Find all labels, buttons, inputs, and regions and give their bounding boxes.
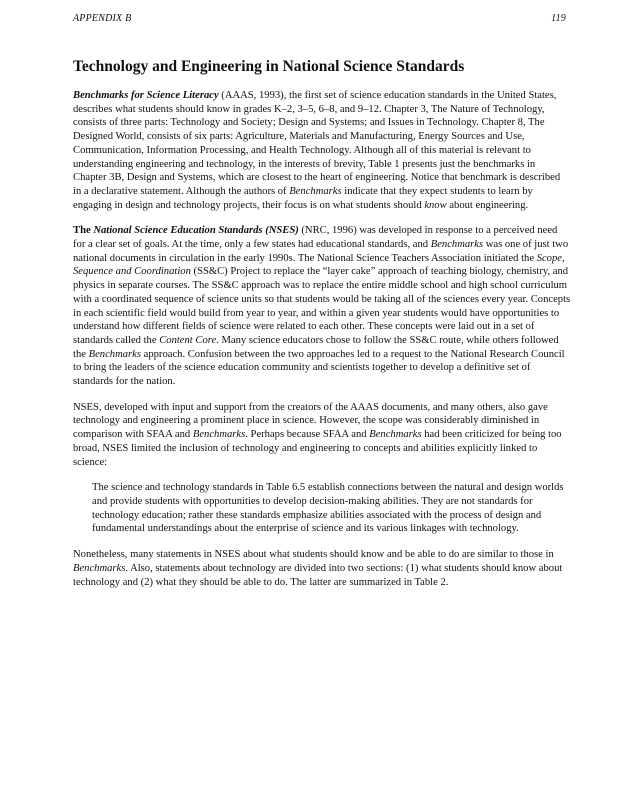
p2-text-3: (SS&C) Project to replace the “layer cake” approach of teaching biology, chemistry, and physics in separate courses. The SS&C approach was to replace the entire middle school and high school curriculum with a coordinated sequence of science units so that students would be taking all of the sciences every year. Concepts in each scientific field would build from year to year, and within a given year students would have opportunities to understand how different fields of science were related to each other. These concepts were laid out in a set of standards called the	[73, 266, 571, 346]
p1-text-2: indicate that they expect students to learn by engaging in design and technology projects, their focus is on what students should	[73, 185, 533, 211]
paragraph-nses-scope	[73, 401, 571, 470]
p1-italic-1: Benchmarks	[289, 185, 342, 197]
p2-text-4: . Many science educators chose to follow the SS&C route, while others followed the	[73, 334, 559, 360]
header-appendix-label: APPENDIX B	[73, 13, 132, 24]
p4-text-2: . Also, statements about technology are divided into two sections: (1) what students should know about technology and (2) what they should be able to do. The latter are summarized in Table 2.	[73, 562, 563, 588]
p3-text-2: . Perhaps because SFAA and	[245, 429, 370, 441]
paragraph-benchmarks	[73, 89, 571, 212]
p3-italic-1: Benchmarks	[192, 429, 246, 441]
p2-italic-3: Content Core	[159, 334, 217, 346]
p3-text-1: NSES, developed with input and support from the creators of the AAAS documents, and many others, also gave technology and engineering a prominent place in science. However, the scope was considerably diminished in comparison with SFAA and	[73, 401, 548, 441]
running-header	[73, 13, 566, 24]
p2-italic-1: Benchmarks	[430, 239, 484, 251]
p1-text-3: about engineering.	[446, 199, 529, 211]
p2-text-1: (NRC, 1996) was developed in response to a perceived need for a clear set of goals. At the time, only a few states had educational standards, and	[73, 225, 558, 251]
p4-text-1: Nonetheless, many statements in NSES about what students should know and be able to do are similar to those in	[73, 549, 554, 561]
p4-italic-1: Benchmarks	[73, 562, 126, 574]
nses-title: National Science Education Standards (NSES)	[93, 225, 299, 237]
section-title: Technology and Engineering in National Science Standards	[73, 58, 465, 75]
p1-text-1: (AAAS, 1993), the first set of science education standards in the United States, describes what students should know in grades K–2, 3–5, 6–8, and 9–12. Chapter 3, The Nature of Technology, consists of three parts: Technology and Society; Design and Systems; and Issues in Technology. Chapter 8, The Designed World, consists of six parts: Agriculture, Materials and Manufacturing, Energy Sources and Use, Communication, Information Processing, and Health Technology. Although all of this material is relevant to understanding engineering and technology, in the interests of brevity, Table 1 presents just the benchmarks in Chapter 3B, Design and Systems, which are closest to the heart of engineering. Notice that benchmark is described in a declarative statement. Although the authors of	[73, 90, 561, 197]
block-quote: The science and technology standards in Table 6.5 establish connections between the natural and design worlds and provide students with opportunities to develop decision-making abilities. They are not standards for technology education; rather these standards emphasize abilities associated with the process of design and fundamental understandings about the enterprise of science and its various linkages with technology.	[92, 482, 564, 535]
benchmarks-title: Benchmarks for Science Literacy	[73, 90, 219, 101]
paragraph-nses	[73, 224, 571, 388]
header-page-number: 119	[551, 13, 566, 24]
p2-italic-2: Scope, Sequence and Coordination	[73, 252, 565, 278]
p3-text-3: had been criticized for being too broad, NSES limited the inclusion of technology and engineering to concepts and abilities explicitly linked to science:	[73, 429, 562, 468]
paragraph-nonetheless	[73, 548, 571, 589]
p3-italic-2: Benchmarks	[369, 429, 422, 441]
p2-text-2: was one of just two national documents in circulation in the early 1990s. The National Science Teachers Association initiated the	[73, 239, 569, 264]
p1-italic-2: know	[424, 199, 447, 211]
p2-text-5: approach. Confusion between the two approaches led to a request to the National Research Council to bring the leaders of the science education community and scientists together to develop a definitive set of standards for the nation.	[73, 348, 565, 388]
p2-italic-4: Benchmarks	[88, 348, 141, 360]
p2-the: The	[73, 225, 94, 237]
main-content	[73, 58, 571, 601]
